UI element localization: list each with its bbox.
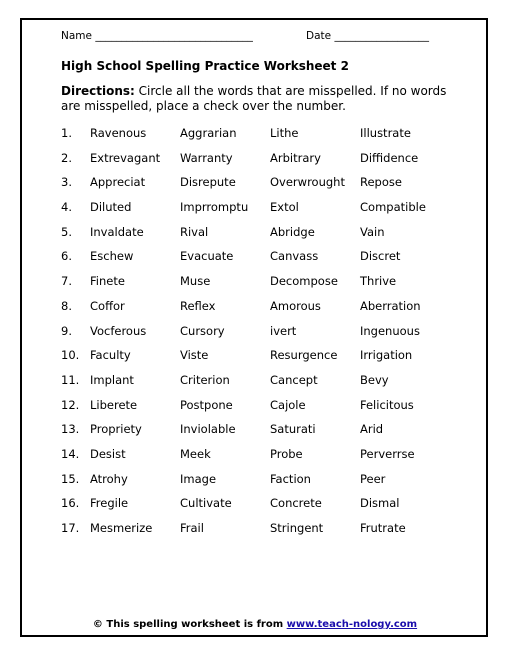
word: ivert: [270, 323, 297, 338]
directions: [61, 84, 451, 114]
word: Reflex: [180, 298, 216, 313]
item-number: 8.: [61, 298, 72, 313]
list-item: [61, 223, 461, 248]
word: Cultivate: [180, 496, 232, 511]
list-item: [61, 519, 461, 544]
word: Inviolable: [180, 422, 236, 437]
item-number: 15.: [61, 471, 80, 486]
name-field: [61, 30, 253, 42]
word: Peer: [360, 471, 386, 486]
word: Propriety: [90, 422, 142, 437]
word: Disrepute: [180, 175, 236, 190]
item-number: 12.: [61, 397, 80, 412]
list-item: [61, 470, 461, 495]
word: Thrive: [360, 274, 397, 289]
list-item: [61, 149, 461, 174]
word: Viste: [180, 348, 209, 363]
item-number: 6.: [61, 249, 72, 264]
list-item: [61, 420, 461, 445]
word: Implant: [90, 372, 134, 387]
item-number: 11.: [61, 372, 80, 387]
word: Frutrate: [360, 521, 406, 535]
word: Lithe: [270, 126, 299, 140]
word: Ingenuous: [360, 323, 420, 338]
footer-text: © This spelling worksheet is from: [92, 619, 287, 630]
footer-link[interactable]: www.teach-nology.com: [286, 619, 418, 630]
word: Rival: [180, 224, 209, 239]
date-blank: __________________: [334, 30, 429, 42]
item-number: 10.: [61, 348, 80, 363]
word: Cancept: [270, 372, 318, 387]
word: Atrohy: [90, 471, 128, 486]
worksheet-title: High School Spelling Practice Worksheet 2: [61, 59, 349, 73]
name-blank: ______________________________: [95, 30, 253, 42]
list-item: [61, 494, 461, 519]
word-list: [61, 124, 461, 544]
word: Felicitous: [360, 397, 414, 412]
word: Canvass: [270, 249, 319, 264]
list-item: [61, 272, 461, 297]
word: Stringent: [270, 521, 324, 535]
word: Decompose: [270, 274, 338, 289]
list-item: [61, 198, 461, 223]
word: Warranty: [180, 150, 233, 165]
item-number: 14.: [61, 446, 80, 461]
list-item: [61, 322, 461, 347]
word: Invaldate: [90, 224, 144, 239]
word: Aberration: [360, 298, 421, 313]
word: Dismal: [360, 496, 400, 511]
footer-credit: [0, 619, 510, 630]
word: Eschew: [90, 249, 134, 264]
list-item: [61, 124, 461, 149]
item-number: 16.: [61, 496, 80, 511]
item-number: 3.: [61, 175, 72, 190]
word: Liberete: [90, 397, 138, 412]
item-number: 7.: [61, 274, 72, 289]
name-label: Name: [61, 30, 92, 42]
word: Faculty: [90, 348, 131, 363]
word: Cursory: [180, 323, 225, 338]
word: Finete: [90, 274, 125, 289]
word: Repose: [360, 175, 402, 190]
list-item: [61, 247, 461, 272]
word: Illustrate: [360, 126, 411, 140]
list-item: [61, 396, 461, 421]
word: Mesmerize: [90, 521, 153, 535]
word: Arbitrary: [270, 150, 321, 165]
item-number: 4.: [61, 200, 72, 215]
word: Diffidence: [360, 150, 419, 165]
word: Vocferous: [90, 323, 147, 338]
item-number: 9.: [61, 323, 72, 338]
word: Vain: [360, 224, 385, 239]
word: Irrigation: [360, 348, 413, 363]
word: Concrete: [270, 496, 322, 511]
word: Evacuate: [180, 249, 234, 264]
word: Image: [180, 471, 217, 486]
item-number: 2.: [61, 150, 72, 165]
list-item: [61, 371, 461, 396]
word: Muse: [180, 274, 211, 289]
word: Saturati: [270, 422, 316, 437]
word: Diluted: [90, 200, 132, 215]
word: Resurgence: [270, 348, 338, 363]
word: Postpone: [180, 397, 233, 412]
word: Perverrse: [360, 446, 415, 461]
word: Cajole: [270, 397, 306, 412]
word: Fregile: [90, 496, 129, 511]
list-item: [61, 173, 461, 198]
date-field: [306, 30, 429, 42]
directions-label: Directions:: [61, 84, 135, 98]
word: Criterion: [180, 372, 230, 387]
list-item: [61, 297, 461, 322]
word: Extrevagant: [90, 150, 161, 165]
word: Appreciat: [90, 175, 146, 190]
item-number: 5.: [61, 224, 72, 239]
item-number: 17.: [61, 521, 80, 535]
word: Aggrarian: [180, 126, 237, 140]
list-item: [61, 346, 461, 371]
directions-text: Circle all the words that are misspelled. If no words are misspelled, place a check over the number.: [61, 84, 447, 113]
word: Probe: [270, 446, 303, 461]
word: Desist: [90, 446, 126, 461]
word: Ravenous: [90, 126, 147, 140]
word: Extol: [270, 200, 299, 215]
word: Compatible: [360, 200, 426, 215]
word: Imprromptu: [180, 200, 249, 215]
word: Frail: [180, 521, 204, 535]
word: Overwrought: [270, 175, 345, 190]
word: Meek: [180, 446, 211, 461]
word: Coffor: [90, 298, 125, 313]
item-number: 13.: [61, 422, 80, 437]
list-item: [61, 445, 461, 470]
item-number: 1.: [61, 126, 72, 140]
word: Bevy: [360, 372, 389, 387]
word: Abridge: [270, 224, 315, 239]
word: Amorous: [270, 298, 321, 313]
word: Faction: [270, 471, 311, 486]
date-label: Date: [306, 30, 332, 42]
word: Arid: [360, 422, 384, 437]
word: Discret: [360, 249, 401, 264]
